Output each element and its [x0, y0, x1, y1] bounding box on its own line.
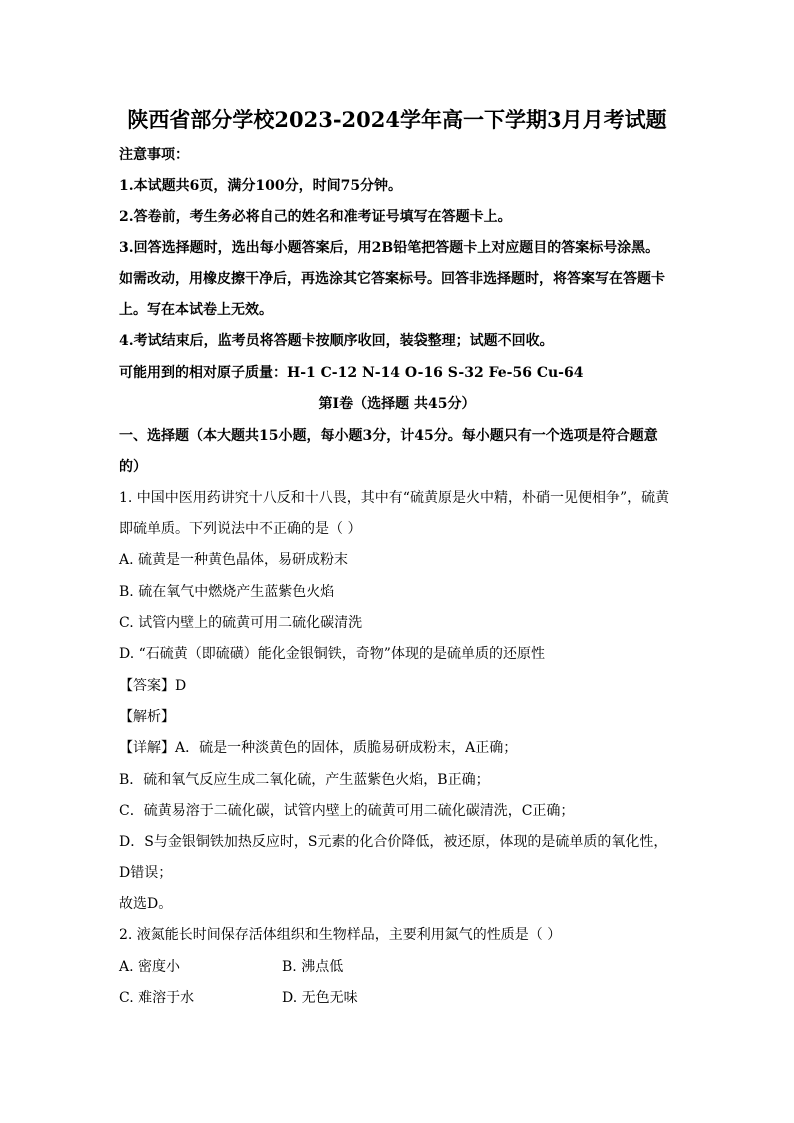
q2-option-a: A. 密度小	[119, 959, 181, 975]
q1-explanation-b: B．硫和氧气反应生成二氧化硫，产生蓝紫色火焰，B正确；	[119, 772, 490, 788]
q1-option-c: C. 试管内壁上的硫黄可用二硫化碳清洗	[119, 615, 363, 631]
exam-title: 陕西省部分学校2023-2024学年高一下学期3月月考试题	[127, 107, 667, 132]
section-instructions: 一、选择题（本大题共15小题，每小题3分，计45分。每小题只有一个选项是符合题意	[119, 428, 658, 444]
q1-option-b: B. 硫在氧气中燃烧产生蓝紫色火焰	[119, 584, 335, 600]
notes-item-3-cont: 如需改动，用橡皮擦干净后，再选涂其它答案标号。回答非选择题时，将答案写在答题卡	[119, 271, 665, 287]
q1-explanation-c: C．硫黄易溶于二硫化碳，试管内壁上的硫黄可用二硫化碳清洗，C正确；	[119, 803, 575, 819]
q1-stem-cont: 即硫单质。下列说法中不正确的是（ ）	[119, 521, 362, 537]
notes-heading: 注意事项：	[119, 147, 189, 163]
notes-item-3: 3.回答选择题时，选出每小题答案后，用2B铅笔把答题卡上对应题目的答案标号涂黑。	[119, 240, 660, 256]
section-title: 第Ⅰ卷（选择题 共45分）	[318, 396, 476, 412]
q2-option-c: C. 难溶于水	[119, 990, 195, 1006]
notes-item-2: 2.答卷前，考生务必将自己的姓名和准考证号填写在答题卡上。	[119, 209, 512, 225]
notes-item-1: 1.本试题共6页，满分100分，时间75分钟。	[119, 178, 403, 194]
notes-item-4: 4.考试结束后，监考员将答题卡按顺序收回，装袋整理；试题不回收。	[119, 333, 554, 349]
q1-option-a: A. 硫黄是一种黄色晶体，易研成粉末	[119, 552, 349, 568]
q1-conclusion: 故选D。	[119, 896, 173, 912]
atomic-masses: 可能用到的相对原子质量：H-1 C-12 N-14 O-16 S-32 Fe-56 Cu-64	[119, 365, 584, 381]
q1-analysis-heading: 【解析】	[119, 709, 175, 725]
q1-explanation-d: D．S与金银铜铁加热反应时，S元素的化合价降低，被还原，体现的是硫单质的氧化性，	[119, 834, 668, 850]
q2-stem: 2. 液氮能长时间保存活体组织和生物样品，主要利用氮气的性质是（ ）	[119, 927, 562, 943]
q1-answer: 【答案】D	[119, 678, 187, 694]
q1-option-d: D. “石硫黄（即硫磺）能化金银铜铁，奇物”体现的是硫单质的还原性	[119, 646, 545, 662]
q2-option-b: B. 沸点低	[282, 959, 344, 975]
q1-stem: 1. 中国中医用药讲究十八反和十八畏，其中有“硫黄原是火中精，朴硝一见便相争”，硫黄	[119, 490, 670, 506]
q1-explanation-a: 【详解】A．硫是一种淡黄色的固体，质脆易研成粉末，A正确；	[119, 740, 518, 756]
notes-item-3-end: 上。写在本试卷上无效。	[119, 302, 273, 318]
section-instructions-cont: 的）	[119, 459, 147, 475]
q1-explanation-d-cont: D错误；	[119, 865, 173, 881]
q2-option-d: D. 无色无味	[282, 990, 358, 1006]
